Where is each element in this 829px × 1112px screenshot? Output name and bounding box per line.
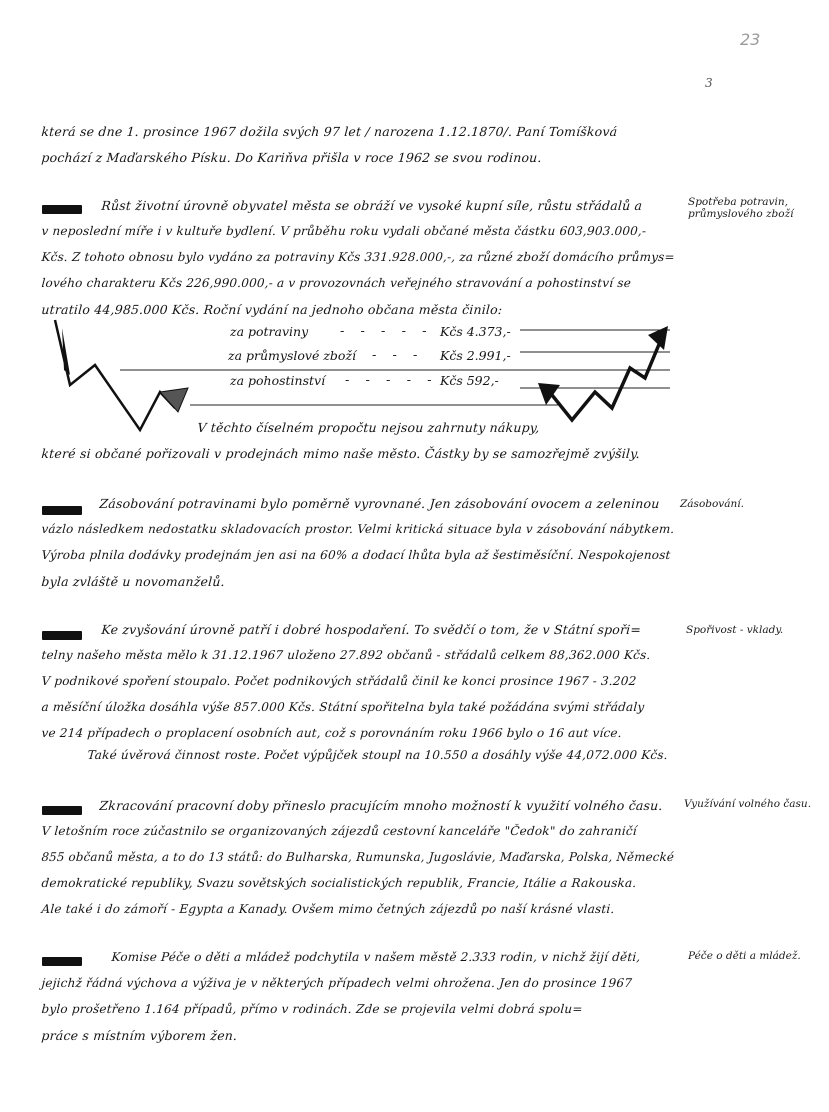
s4-line-4: demokratické republiky, Svazu sovětských socialistických republik, Francie, Itálie a Rakouska.	[41, 876, 637, 890]
s2-line-2: vázlo následkem nedostatku skladovacích prostor. Velmi kritická situace byla v zásobování nábytkem.	[41, 522, 675, 536]
s2-line-1: Zásobování potravinami bylo poměrně vyrovnané. Jen zásobování ovocem a zeleninou	[98, 496, 661, 511]
dots: - - -	[372, 348, 424, 363]
section-marker	[42, 506, 82, 515]
expense-label-potraviny: za potraviny	[230, 324, 309, 339]
s3-line-6: Také úvěrová činnost roste. Počet výpůjček stoupl na 10.550 a dosáhly výše 44,072.000 Kčs.	[87, 748, 669, 762]
s1-line-5: utratilo 44,985.000 Kčs. Roční vydání na jednoho občana města činilo:	[40, 302, 503, 317]
s4-line-2: V letošním roce zúčastnilo se organizovaných zájezdů cestovní kanceláře "Čedok" do zahraničí	[41, 824, 638, 838]
side-label-zasobovani: Zásobování.	[680, 498, 744, 510]
s4-line-5: Ale také i do zámoří - Egypta a Kanady. Ovšem mimo četných zájezdů po naší krásné vlasti.	[41, 902, 616, 916]
section-marker	[42, 957, 82, 966]
section-marker	[42, 806, 82, 815]
s4-line-3: 855 občanů města, a to do 13 států: do Bulharska, Rumunska, Jugoslávie, Maďarska, Polska, Německé	[41, 850, 675, 864]
s2-line-4: byla zvláště u novomanželů.	[40, 574, 226, 589]
s1-line-4: lového charakteru Kčs 226,990.000,- a v provozovnách veřejného stravování a pohostinství se	[41, 276, 632, 290]
s1-line-2: v neposlední míře i v kultuře bydlení. V průběhu roku vydali občané města částku 603,903.000,-	[41, 224, 647, 238]
s3-line-2: telny našeho města mělo k 31.12.1967 uloženo 27.892 občanů - střádalů celkem 88,362.000 Kčs.	[41, 648, 652, 662]
s3-line-3: V podnikové spoření stoupalo. Počet podnikových střádalů činil ke konci prosince 1967 - 3.202	[41, 674, 637, 688]
s5-line-3: bylo prošetřeno 1.164 případů, přímo v rodinách. Zde se projevila velmi dobrá spolu=	[41, 1002, 584, 1016]
s3-line-1: Ke zvyšování úrovně patří i dobré hospodaření. To svědčí o tom, že v Státní spoři=	[100, 622, 642, 637]
intro-line-1: která se dne 1. prosince 1967 dožila svých 97 let / narozena 1.12.1870/. Paní Tomíšková	[40, 124, 618, 139]
s1-after-2: které si občané pořizovali v prodejnách mimo naše město. Částky by se samozřejmě zvýšily.	[40, 446, 641, 461]
s1-line-3: Kčs. Z tohoto obnosu bylo vydáno za potraviny Kčs 331.928.000,-, za různé zboží domácího průmys=	[41, 250, 676, 264]
s3-line-4: a měsíční úložka dosáhla výše 857.000 Kčs. Státní spořitelna byla také požádána svými střádaly	[41, 700, 645, 714]
page-number: 23	[740, 30, 761, 49]
side-label-sporivost: Spořivost - vklady.	[686, 624, 784, 636]
side-label-spotreba: Spotřeba potravin, průmyslového zboží	[688, 196, 794, 220]
expense-value-prumyslove: Kčs 2.991,-	[440, 348, 511, 363]
s5-line-4: práce s místním výborem žen.	[40, 1028, 238, 1043]
expense-value-pohostinstvi: Kčs 592,-	[440, 373, 499, 388]
corner-mark: 3	[705, 76, 713, 90]
dots: - - - - -	[345, 373, 438, 388]
dots: - - - - -	[340, 324, 433, 339]
expense-value-potraviny: Kčs 4.373,-	[440, 324, 511, 339]
s2-line-3: Výroba plnila dodávky prodejnám jen asi na 60% a dodací lhůta byla až šestiměsíční. Nespokojenost	[41, 548, 672, 562]
s1-after-1: V těchto číselném propočtu nejsou zahrnuty nákupy,	[196, 420, 541, 435]
s4-line-1: Zkracování pracovní doby přineslo pracujícím mnoho možností k využití volného času.	[98, 798, 664, 813]
side-label-pece: Péče o děti a mládež.	[688, 950, 801, 962]
s5-line-1: Komise Péče o děti a mládež podchytila v našem městě 2.333 rodin, v nichž žijí děti,	[111, 950, 641, 964]
expense-label-prumyslove: za průmyslové zboží	[228, 348, 357, 363]
s3-line-5: ve 214 případech o proplacení osobních aut, což s porovnáním roku 1966 bylo o 16 aut více.	[41, 726, 623, 740]
expense-label-pohostinstvi: za pohostinství	[230, 373, 326, 388]
s5-line-2: jejichž řádná výchova a výživa je v některých případech velmi ohrožena. Jen do prosince 1967	[41, 976, 633, 990]
section-marker	[42, 631, 82, 640]
side-label-volny-cas: Využívání volného času.	[684, 798, 812, 810]
s1-line-1: Růst životní úrovně obyvatel města se obráží ve vysoké kupní síle, růstu střádalů a	[100, 198, 643, 213]
intro-line-2: pochází z Maďarského Písku. Do Kariňva přišla v roce 1962 se svou rodinou.	[40, 150, 543, 165]
